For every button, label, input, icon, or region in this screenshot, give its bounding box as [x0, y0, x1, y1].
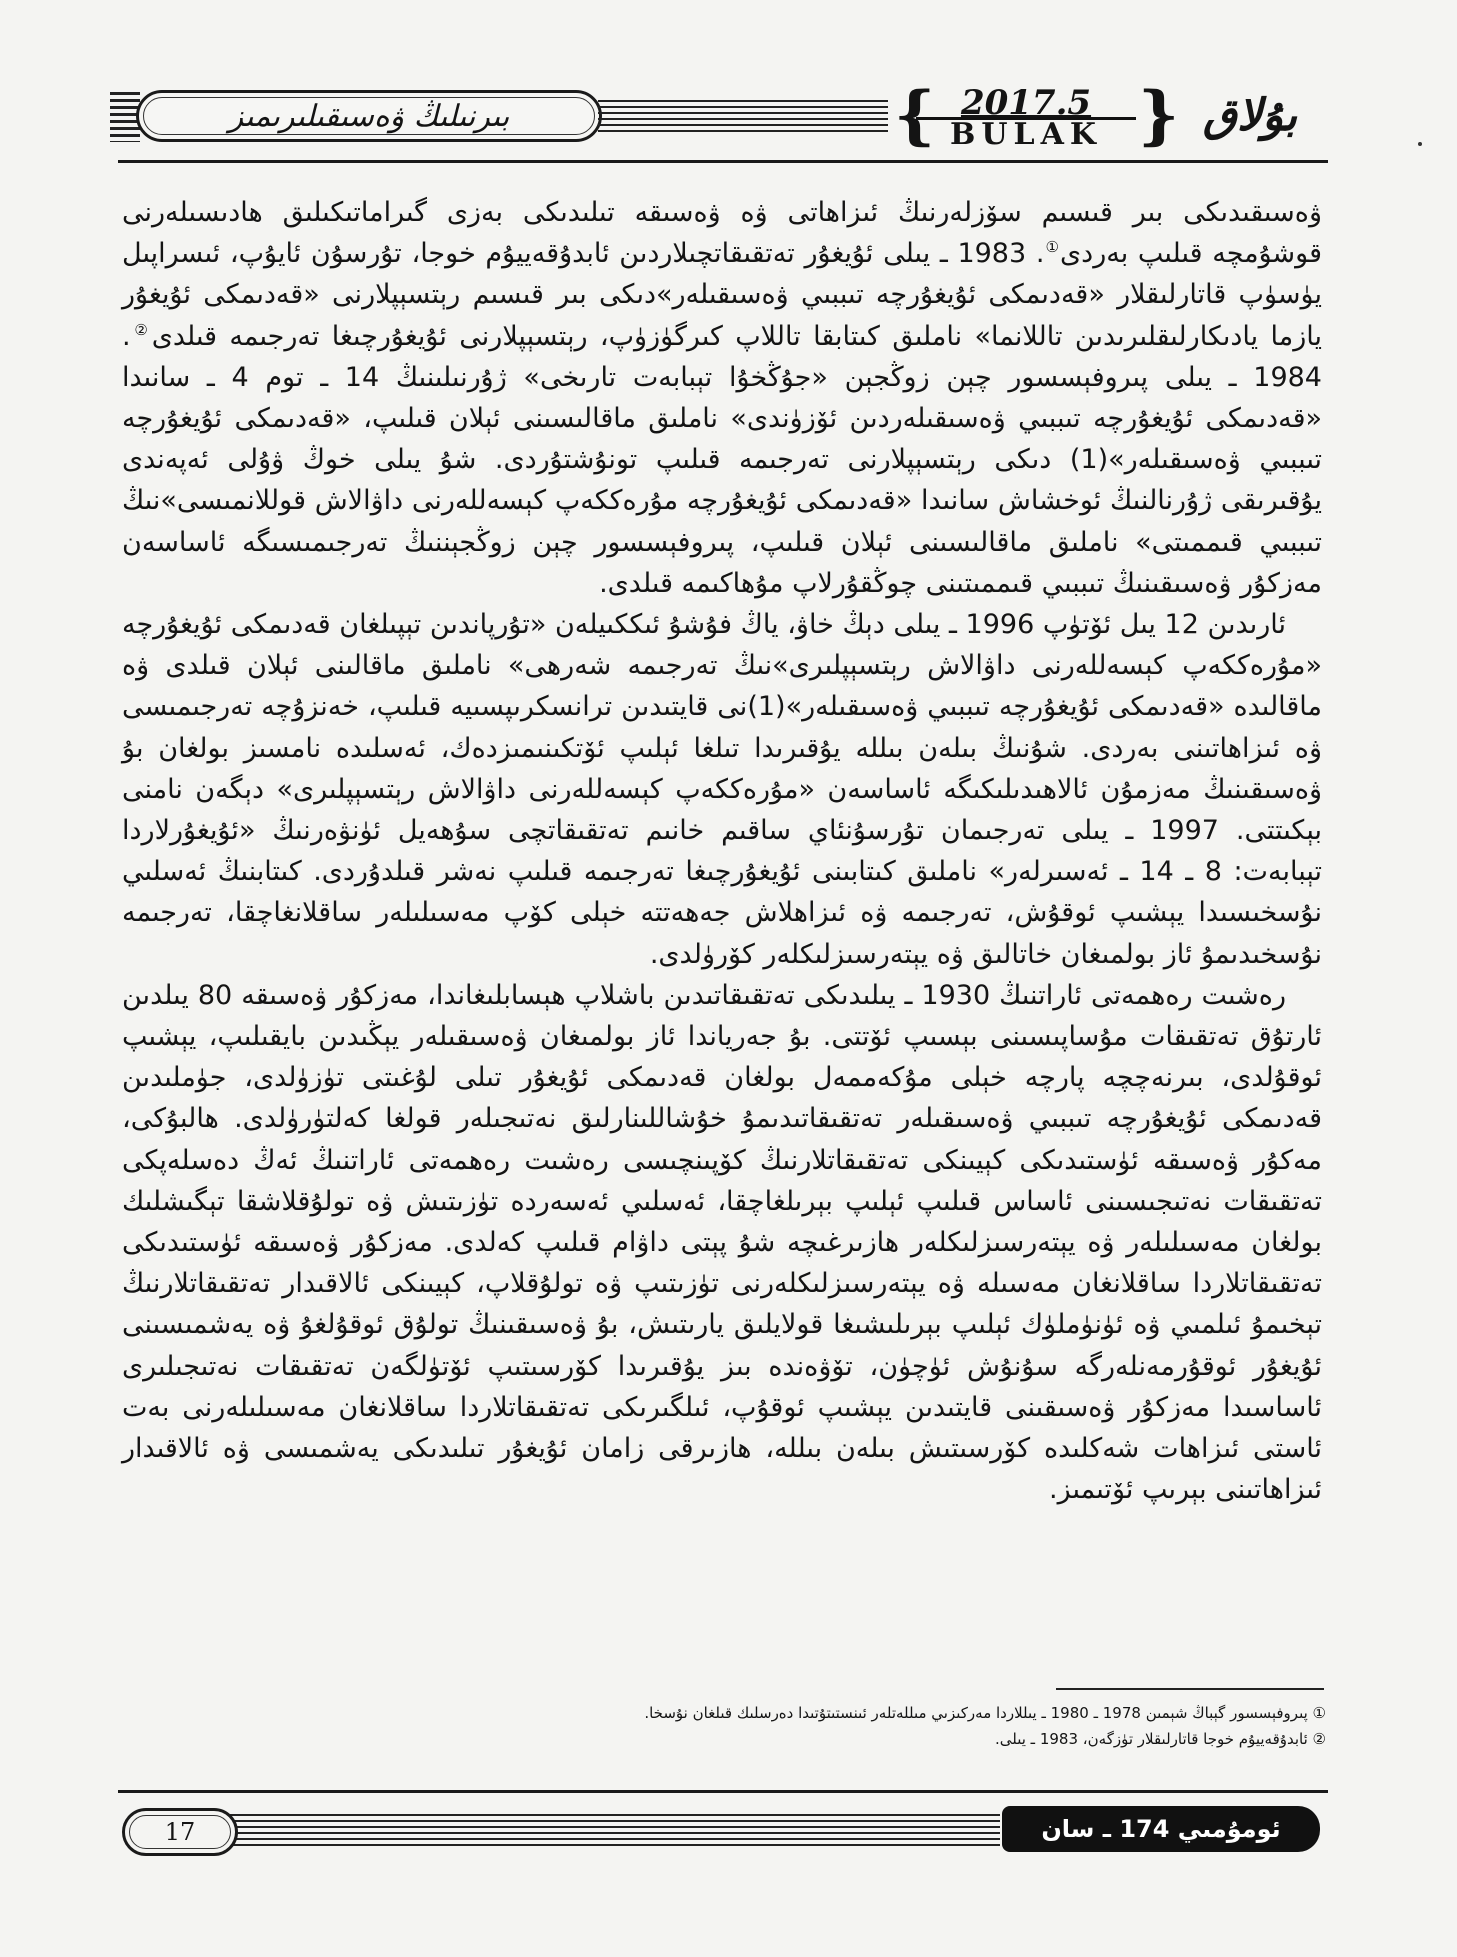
paragraph-text: . 1983 ـ يىلى ئۇيغۇر تەتقىقاتچىلاردىن ئابدۇقەييۇم خوجا، تۇرسۇن ئايۇپ، ئىسراپىل يۈسۈپ قاتارلىقلار «قەدىمكى ئۇيغۇرچە تىببىي ۋەسىقىلەر»دىكى بىر قىسىم رېتسېپلارنى «قەدىمكى ئۇيغۇر يازما يادىكارلىقلىرىدىن تاللانما» ناملىق كىتابقا تاللاپ كىرگۈزۈپ، رېتسېپلارنى ئۇيغۇرچىغا تەرجىمە قىلدى [122, 238, 1322, 352]
paragraph-text: . 1984 ـ يىلى پىروفېسسور چېن زوڭجېن «جۇڭخۇا تېبابەت تارىخى» ژۇرنىلىنىڭ 14 ـ توم 4 ـ سانىدا «قەدىمكى ئۇيغۇرچە تىببىي ۋەسىقىلەردىن ئۆزۈندى» ناملىق ماقالىسىنى ئېلان قىلىپ، «قەدىمكى ئۇيغۇرچە تىببىي ۋەسىقىلەر»(1) دىكى رېتسېپلارنى تەرجىمە قىلىپ تونۇشتۇردى. شۇ يىلى خوڭ ۋۇلى ئەپەندى يۇقىرىقى ژۇرنالنىڭ ئوخشاش سانىدا «قەدىمكى ئۇيغۇرچە مۇرەككەپ كېسەللەرنى داۋالاش قوللانمىسى»نىڭ تىببىي قىممىتى» ناملىق ماقالىسىنى ئېلان قىلىپ، پىروفېسسور چېن زوڭجېننىڭ تەرجىمىسىگە ئاساسەن مەزكۇر ۋەسىقىنىڭ تىببىي قىممىتىنى چوڭقۇرلاپ مۇھاكىمە قىلدى. [122, 320, 1322, 599]
scan-speck [1418, 142, 1422, 146]
year-issue: 2017.5 [960, 83, 1092, 123]
footer-ornament-lines [230, 1814, 1000, 1848]
section-title-capsule [136, 90, 602, 142]
right-brace-icon: } [1138, 78, 1180, 153]
footnote-ref-2: ② [130, 320, 152, 339]
footnote-1: ① پىروفېسسور گېباڭ شېمىن 1978 ـ 1980 ـ يىللاردا مەركىزىي مىللەتلەر ئىنستىتۇتىدا دەرسلىك قىلغان نۇسخا. [644, 1704, 1326, 1722]
left-brace-icon: { [894, 78, 936, 153]
paragraph-1 [122, 192, 1322, 604]
paragraph-3: رەشىت رەھمەتى ئاراتنىڭ 1930 ـ يىلىدىكى تەتقىقاتىدىن باشلاپ ھېسابلىغاندا، مەزكۇر ۋەسىقە 80 يىلدىن ئارتۇق تەتقىقات مۇساپىسىنى بېسىپ ئۆتتى. بۇ جەرياندا ئاز بولمىغان ۋەسىقىلەر يېڭىدىن بايقىلىپ، يېشىپ ئوقۇلدى، بىرنەچچە پارچە خېلى مۇكەممەل بولغان قەدىمكى ئۇيغۇر تىلى لۇغىتى تۈزۈلدى، جۈملىدىن قەدىمكى ئۇيغۇرچە تىببىي ۋەسىقىلەر تەتقىقاتىدىمۇ خۇشاللىنارلىق نەتىجىلەر قولغا كەلتۈرۈلدى. ھالبۇكى، مەكۇر ۋەسىقە ئۈستىدىكى كېيىنكى تەتقىقاتلارنىڭ كۆپىنچىسى رەشىت رەھمەتى ئاراتنىڭ ئەڭ دەسلەپكى تەتقىقات نەتىجىسىنى ئاساس قىلىپ ئېلىپ بېرىلغاچقا، ئەسلىي ئەسەردە تۈزىتىش ۋە تولۇقلاشقا تېگىشلىك بولغان مەسىلىلەر ۋە يېتەرسىزلىكلەر ھازىرغىچە شۇ پېتى داۋام قىلىپ كەلدى. مەزكۇر ۋەسىقە ئۈستىدىكى تەتقىقاتلاردا ساقلانغان مەسىلە ۋە يېتەرسىزلىكلەرنى تۈزىتىپ ۋە تولۇقلاپ، كېيىنكى ئالاقىدار تەتقىقاتلارنىڭ تېخىمۇ ئىلمىي ۋە ئۈنۈملۈك ئېلىپ بېرىلىشىغا قولايلىق يارىتىش، بۇ ۋەسىقىنىڭ تولۇق ئوقۇلغۇ ۋە يەشمىسىنى ئۇيغۇر ئوقۇرمەنلەرگە سۇنۇش ئۈچۈن، تۆۋەندە بىز يۇقىرىدا كۆرسىتىپ ئۆتۈلگەن تەتقىقات نەتىجىلىرى ئاساسىدا مەزكۇر ۋەسىقىنى قايتىدىن يېشىپ ئوقۇپ، ئىلگىرىكى تەتقىقاتلاردا ساقلانغان مەسىلىلەرنى بەت ئاستى ئىزاھات شەكلىدە كۆرسىتىش بىلەن بىللە، ھازىرقى زامان ئۇيغۇر تىلىدىكى يەشمىسى ۋە ئالاقىدار ئىزاھاتىنى بېرىپ ئۆتىمىز. [122, 979, 1322, 1506]
issue-label: ئومۇمىي 174 ـ سان [1002, 1806, 1320, 1852]
footnote-2: ② ئابدۇقەييۇم خوجا قاتارلىقلار تۈزگەن، 1983 ـ يىلى. [994, 1730, 1326, 1748]
footnote-rule [1056, 1688, 1324, 1690]
magazine-name-latin: BULAK [916, 117, 1136, 150]
header-rule [118, 160, 1328, 163]
section-title: بىرنىلىڭ ۋەسىقىلىرىمىز [228, 98, 510, 134]
header-ornament-lines [598, 100, 888, 134]
page-number-capsule [122, 1808, 238, 1856]
paragraph-text: ۋەسىقىدىكى بىر قىسىم سۆزلەرنىڭ ئىزاھاتى ۋە ۋەسىقە تىلىدىكى بەزى گىراماتىكىلىق ھادىسىلەرنى قوشۇمچە قىلىپ بەردى [122, 197, 1323, 270]
footer-rule [118, 1790, 1328, 1793]
paragraph-2: ئارىدىن 12 يىل ئۆتۈپ 1996 ـ يىلى دېڭ خاۋ، ياڭ فۇشۇ ئىككىيلەن «تۇرپاندىن تېپىلغان قەدىمكى ئۇيغۇرچە «مۇرەككەپ كېسەللەرنى داۋالاش رېتسېپلىرى»نىڭ تەرجىمە شەرھى» ناملىق ماقالىنى ئېلان قىلدى ۋە ماقالىدە «قەدىمكى ئۇيغۇرچە تىببىي ۋەسىقىلەر»(1)نى قايتىدىن ترانسكرىپسىيە قىلىپ، خەنزۇچە تەرجىمىسى ۋە ئىزاھاتىنى بەردى. شۇنىڭ بىلەن بىللە يۇقىرىدا تىلغا ئېلىپ ئۆتكىنىمىزدەك، ئەسلىدە نامسىز بولغان بۇ ۋەسىقىنىڭ مەزمۇن ئالاھىدىلىكىگە ئاساسەن «مۇرەككەپ كېسەللەرنى داۋالاش رېتسېپلىرى» دېگەن نامنى بېكىتتى. 1997 ـ يىلى تەرجىمان تۇرسۇنئاي ساقىم خانىم تەتقىقاتچى سۇھەيل ئۈنۋەرنىڭ «ئۇيغۇرلاردا تېبابەت: 8 ـ 14 ـ ئەسىرلەر» ناملىق كىتابىنى ئۇيغۇرچىغا تەرجىمە قىلىپ نەشر قىلدۇردى. كىتابنىڭ ئەسلىي نۇسخىسىدا يېشىپ ئوقۇش، تەرجىمە ۋە ئىزاھلاش جەھەتتە خېلى كۆپ مەسىلىلەر ساقلانغاچقا، تەرجىمە نۇسخىدىمۇ ئاز بولمىغان خاتالىق ۋە يېتەرسىزلىكلەر كۆرۈلدى. [122, 609, 1323, 970]
magazine-logo: بۇلاق [1202, 90, 1298, 141]
page-number: 17 [164, 1818, 196, 1846]
footnotes [540, 1700, 1326, 1752]
footnote-ref-1: ① [1044, 238, 1061, 257]
article-body [122, 192, 1322, 1511]
